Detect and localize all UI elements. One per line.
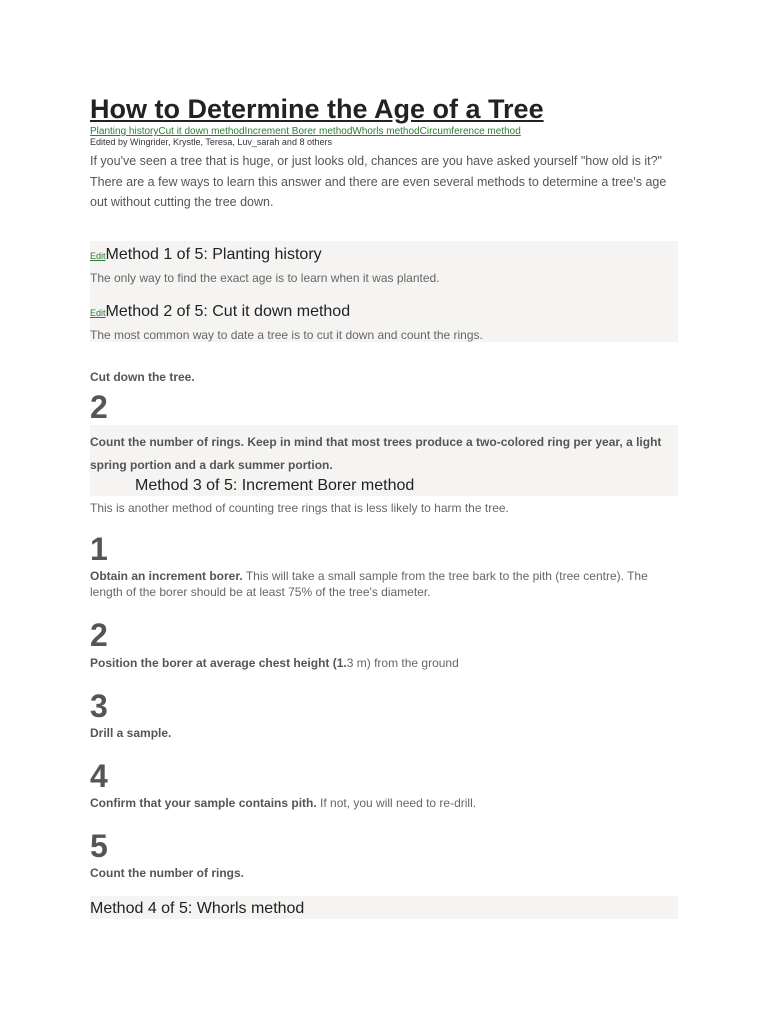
method1-edit-link[interactable]: Edit <box>90 251 106 261</box>
method3-step2-text: Position the borer at average chest height (1.3 m) from the ground <box>90 656 459 670</box>
method3-step1-number: 1 <box>90 531 108 567</box>
method1-heading: Method 1 of 5: Planting history <box>105 246 322 263</box>
method3-step1-text: Obtain an increment borer. This will take a small sample from the tree bark to the pith (tree centre). The length of the borer should be at least 75% of the tree's diameter. <box>90 569 648 599</box>
method3-step3-number: 3 <box>90 688 108 724</box>
nav-link-circumference[interactable]: Circumference method <box>419 126 521 137</box>
method3-heading: Method 3 of 5: Increment Borer method <box>135 477 415 494</box>
nav-link-whorls[interactable]: Whorls method <box>352 126 420 137</box>
method3-step4-text: Confirm that your sample contains pith. If not, you will need to re-drill. <box>90 796 477 810</box>
method2-step1: Cut down the tree. <box>90 370 195 384</box>
method2-heading: Method 2 of 5: Cut it down method <box>105 303 351 320</box>
method2-step2-text: Count the number of rings. Keep in mind that most trees produce a two-colored ring per year, a light spring portion and a dark summer portion. <box>90 435 662 472</box>
method2-heading-row <box>90 303 350 321</box>
method3-step5-text: Count the number of rings. <box>90 866 244 880</box>
nav-link-increment-borer[interactable]: Increment Borer method <box>244 126 353 137</box>
method1-text: The only way to find the exact age is to learn when it was planted. <box>90 271 440 285</box>
method2-edit-link[interactable]: Edit <box>90 308 106 318</box>
editors-credit: Edited by Wingrider, Krystle, Teresa, Luv_sarah and 8 others <box>90 137 332 147</box>
method3-step3-text: Drill a sample. <box>90 726 172 740</box>
method3-step5-number: 5 <box>90 828 108 864</box>
method1-heading-row <box>90 246 322 264</box>
article-title: How to Determine the Age of a Tree <box>90 94 544 124</box>
method2-step2-number: 2 <box>90 389 108 425</box>
method2-text: The most common way to date a tree is to cut it down and count the rings. <box>90 328 483 342</box>
nav-link-cut-it-down[interactable]: Cut it down method <box>158 126 245 137</box>
method3-step2-number: 2 <box>90 617 108 653</box>
nav-link-planting-history[interactable]: Planting history <box>90 126 159 137</box>
method3-step4-number: 4 <box>90 758 108 794</box>
intro-paragraph: If you've seen a tree that is huge, or just looks old, chances are you have asked yourself "how old is it?" There are a few ways to learn this answer and there are even several methods to determine a tree's age out without cutting the tree down. <box>90 154 667 209</box>
method4-heading: Method 4 of 5: Whorls method <box>90 900 305 917</box>
method3-text: This is another method of counting tree rings that is less likely to harm the tree. <box>90 501 509 515</box>
